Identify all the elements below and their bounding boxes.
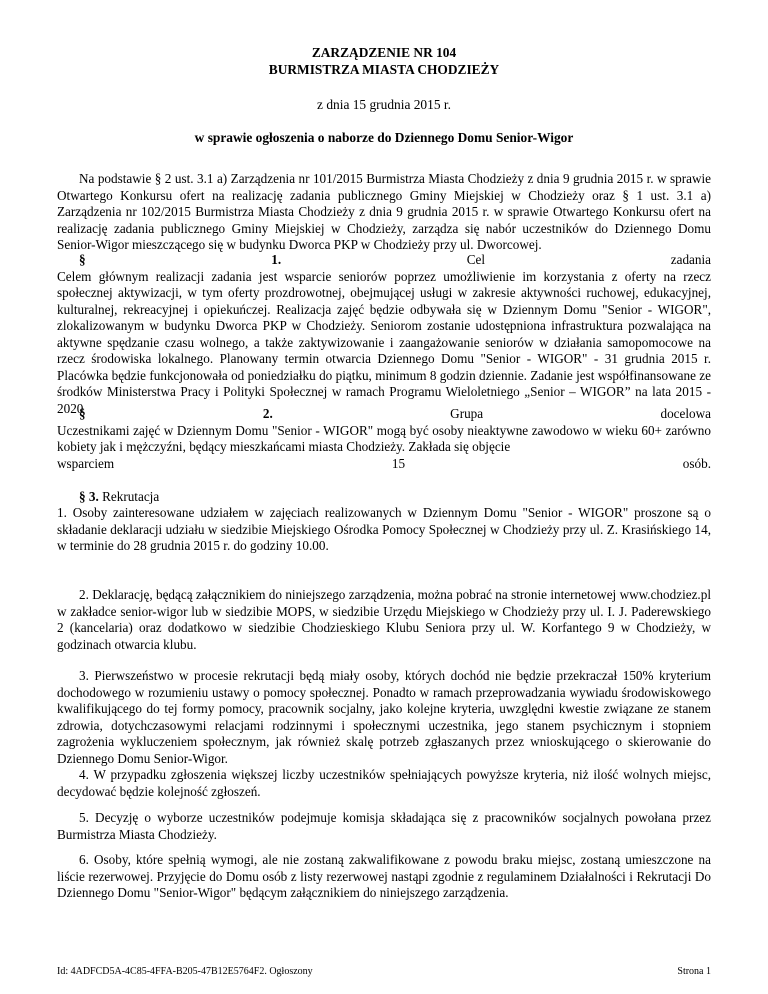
section-3-item-2: 2. Deklarację, będącą załącznikiem do niniejszego zarządzenia, można pobrać na stronie internetowej www.chodziez.pl w zakładce senior-wigor lub w siedzibie MOPS, w siedzibie Urzędu Miejskiego w Chodzieży przy ul. I. J. Paderewskiego 2 (kancelaria) oraz dodatkowo w siedzibie Chodzieskiego Klubu Seniora przy ul. W. Korfantego 9 w Chodzieży, w godzinach otwarcia klubu. (57, 587, 711, 652)
footer-page-number: Strona 1 (677, 966, 711, 977)
section-3-item-4: 4. W przypadku zgłoszenia większej liczby uczestników spełniających powyższe kryteria, niż ilość wolnych miejsc, decydować będzie kolejność zgłoszeń. (57, 767, 711, 799)
section-3-item-5: 5. Decyzję o wyborze uczestników podejmuje komisja składająca się z pracowników socjalnych powołana przez Burmistrza Miasta Chodzieży. (57, 810, 711, 842)
section-3-heading (57, 489, 711, 506)
section-2 (57, 406, 711, 472)
document-date: z dnia 15 grudnia 2015 r. (317, 97, 451, 112)
section-2-last-left: wsparciem (57, 455, 115, 471)
section-2-body: Uczestnikami zajęć w Dziennym Domu "Senior - WIGOR" mogą być osoby nieaktywne zawodowo w wieku 60+ zarówno kobiety jak i mężczyźni, będący mieszkańcami miasta Chodzieży. Zakłada się objęcie (57, 422, 711, 454)
document-title-line2: BURMISTRZA MIASTA CHODZIEŻY (268, 62, 500, 77)
section-3-label: § 3. (79, 489, 99, 504)
section-2-last-right: osób. (682, 455, 711, 471)
preamble-paragraph: Na podstawie § 2 ust. 3.1 a) Zarządzenia nr 101/2015 Burmistrza Miasta Chodzieży z dnia 9 grudnia 2015 r. w sprawie Otwartego Konkursu ofert na realizację zadania publicznego Gminy Miejskiej w Chodzieży oraz § 1 ust. 3.1 a) Zarządzenia nr 102/2015 Burmistrza Miasta Chodzieży z dnia 9 grudnia 2015 r. w sprawie Otwartego Konkursu ofert na realizację zadania publicznego Gminy Miejskiej w Chodzieży, zarządza się nabór uczestników do Dziennego Domu Senior-Wigor mieszczącego się w budynku Dworca PKP w Chodzieży przy ul. Dworcowej. (57, 171, 711, 252)
section-3-heading-text: Rekrutacja (102, 489, 160, 504)
section-2-last-line (57, 456, 711, 473)
section-3-item-1: 1. Osoby zainteresowane udziałem w zajęciach realizowanych w Dziennym Domu "Senior - WIGOR" proszone są o składanie deklaracji udziału w siedzibie Miejskiego Ośrodka Pomocy Społecznej w Chodzieży przy ul. Z. Krasińskiego 14, w terminie do 28 grudnia 2015 r. do godziny 10.00. (57, 505, 711, 553)
document-title-line1: ZARZĄDZENIE NR 104 (311, 45, 457, 60)
section-1-body: Celem głównym realizacji zadania jest wsparcie seniorów poprzez umożliwienie im korzystania z oferty na rzecz społecznej aktywizacji, w tym oferty prozdrowotnej, obejmującej usługi w zakresie aktywności ruchowej, edukacyjnej, kulturalnej, rekreacyjnej i opiekuńczej. Realizacja zajęć będzie odbywała się w Dziennym Domu "Senior - WIGOR", zlokalizowanym w budynku Dworca PKP w Chodzieży. Seniorom zostanie udostępniona infrastruktura pozwalająca na aktywne spędzanie czasu wolnego, a także zaktywizowanie i zaangażowanie seniorów w działania samopomocowe na rzecz środowiska lokalnego. Planowany termin otwarcia Dziennego Domu "Senior - WIGOR" - 31 grudnia 2015 r. Placówka będzie funkcjonowała od poniedziałku do piątku, minimum 8 godzin dziennie. Zadanie jest współfinansowane ze środków Ministerstwa Pracy i Polityki Społecznej w ramach Programu Wieloletniego „Senior – WIGOR” na lata 2015 - 2020 (57, 268, 711, 416)
section-1-label: § 1. (79, 252, 282, 267)
document-subject: w sprawie ogłoszenia o naborze do Dziennego Domu Senior-Wigor (194, 130, 574, 145)
section-2-heading-right: docelowa (660, 406, 712, 421)
section-3-item-6: 6. Osoby, które spełnią wymogi, ale nie zostaną zakwalifikowane z powodu braku miejsc, zostaną umieszczone na liście rezerwowej. Przyjęcie do Domu osób z listy rezerwowej nastąpi zgodnie z regulaminem Działalności i Rekrutacji Do Dziennego Domu "Senior-Wigor" będącym załącznikiem do niniejszego zarządzenia. (57, 852, 711, 900)
section-1-heading (57, 252, 711, 269)
section-2-label: § 2. (79, 406, 273, 421)
footer-document-id: Id: 4ADFCD5A-4C85-4FFA-B205-47B12E5764F2. Ogłoszony (57, 966, 313, 977)
section-3-item-3: 3. Pierwszeństwo w procesie rekrutacji będą miały osoby, których dochód nie będzie przekraczał 150% kryterium dochodowego w rozumieniu ustawy o pomocy społecznej. Ponadto w ramach przeprowadzania wywiadu środowiskowego kwalifikującego do tej formy pomocy, pracownik socjalny, jako kolejne kryteria, uwzględni kwestie związane ze stanem zdrowia, dotychczasowymi relacjami rodzinnymi i społecznymi uczestnika, jego stanem psychicznym i stopniem zagrożenia wykluczeniem społecznym, jak również skalę potrzeb zgłaszanych przez wnioskującego o skierowanie do Dziennego Domu Senior-Wigor. (57, 668, 711, 766)
section-2-heading-left: Grupa (450, 406, 484, 421)
section-2-heading (57, 406, 711, 423)
section-2-last-mid: 15 (391, 455, 406, 471)
section-1-heading-left: Cel (466, 252, 486, 267)
section-1-heading-right: zadania (670, 252, 711, 267)
section-1 (57, 252, 711, 417)
